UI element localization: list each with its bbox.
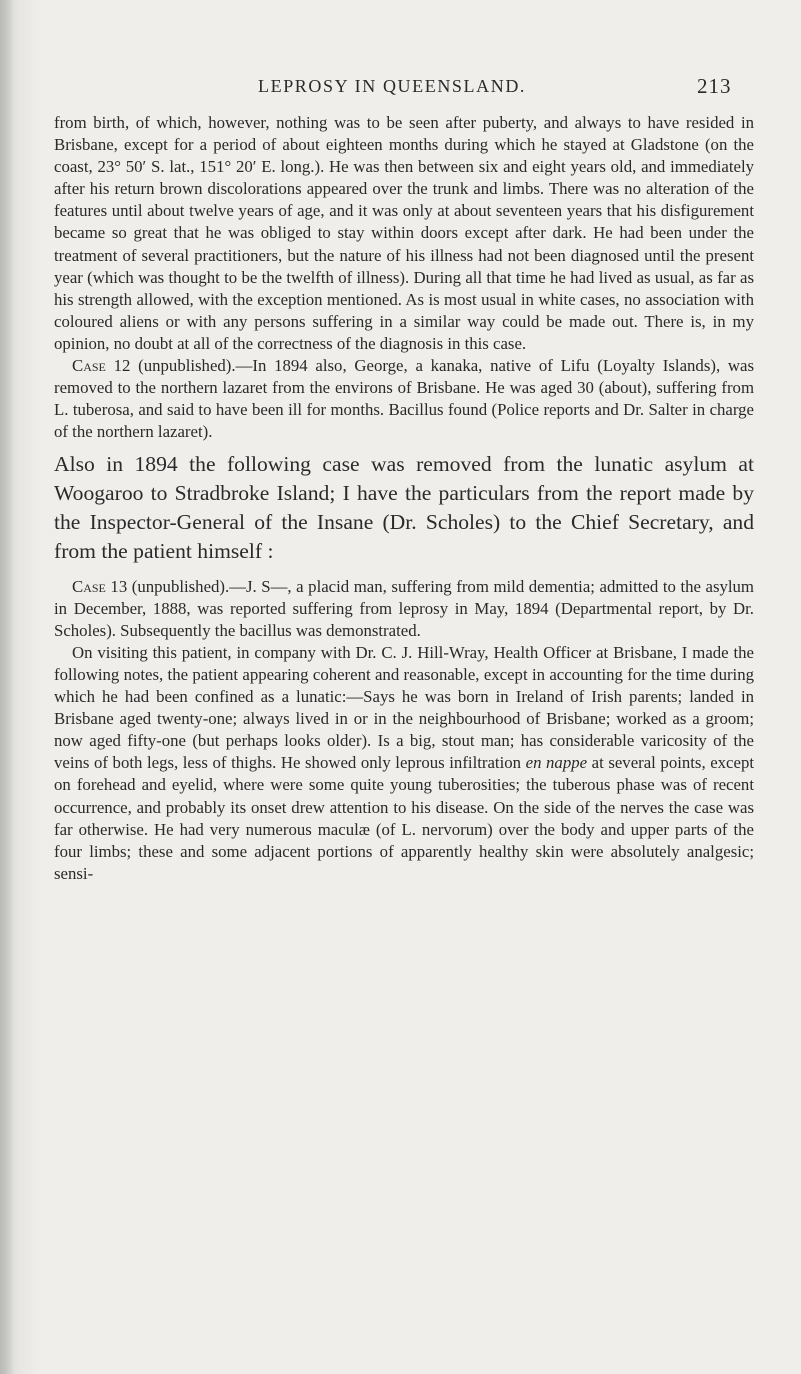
body-text [54,112,754,885]
visit-text-before: On visiting this patient, in company with Dr. C. J. Hill-Wray, Health Officer at Brisbane, I made the following notes, the patient appearing coherent and reasonable, except in accounting for the time during which he had been confined as a lunatic:—Says he was born in Ireland of Irish parents; landed in Brisbane aged twenty-one; always lived in or in the neighbourhood of Brisbane; worked as a groom; now aged fifty-one (but perhaps looks older). Is a big, stout man; has considerable varicosity of the veins of both legs, less of thighs. He showed only leprous infiltration [54,642,754,773]
case-13-text: (unpublished).—J. S—, a placid man, suffering from mild dementia; admitted to the asylum in December, 1888, was reported suffering from leprosy in May, 1894 (Departmental report, by Dr. Scholes). Subsequently the bacillus was demonstrated. [54,576,754,640]
paragraph-case-continuation: from birth, of which, however, nothing was to be seen after puberty, and always to have resided in Brisbane, except for a period of about eighteen months during which he stayed at Gladstone (on the coast, 23° 50′ S. lat., 151° 20′ E. long.). He was then between six and eight years old, and immediately after his return brown discolorations appeared over the trunk and limbs. There was no alteration of the features until about twelve years of age, and it was only at about seventeen years that his disfigurement became so great that he was obliged to stay within doors except after dark. He had been under the treatment of several practitioners, but the nature of his illness had not been diagnosed until the present year (which was thought to be the twelfth of illness). During all that time he had lived as usual, as far as his strength allowed, with the exception mentioned. As is most usual in white cases, no association with coloured aliens or with any persons suffering in a similar way could be made out. There is, in my opinion, no doubt at all of the correctness of the diagnosis in this case. [54,113,754,353]
paragraph-case-13 [54,576,754,642]
visit-italic-term: en nappe [525,753,588,773]
paragraph-case-12 [54,355,754,443]
case-12-text: (unpublished).—In 1894 also, George, a kanaka, native of Lifu (Loyalty Islands), was removed to the northern lazaret from the environs of Brisbane. He was aged 30 (about), suffering from L. tuberosa, and said to have been ill for months. Bacillus found (Police reports and Dr. Salter in charge of the northern lazaret). [54,356,754,442]
visit-text-after: at several points, except on forehead and eyelid, where were some quite young tuberosities; the tuberous phase was of recent occurrence, and probably its onset drew attention to his disease. On the side of the nerves the case was far otherwise. He had very numerous maculæ (of L. nervorum) over the body and upper parts of the four limbs; these and some adjacent portions of apparently healthy skin were absolutely analgesic; sensi- [54,753,755,883]
case-13-label: Case 13 [72,576,128,596]
running-title: LEPROSY IN QUEENSLAND. [258,76,527,96]
page-header [0,76,801,100]
page-gutter-shadow [0,0,14,1374]
case-12-label: Case 12 [72,356,131,376]
page-number: 213 [697,74,732,98]
paragraph-visit-notes [54,642,754,885]
paragraph-case-13-intro: Also in 1894 the following case was removed from the lunatic asylum at Woogaroo to Stradbroke Island; I have the particulars from the report made by the Inspector-General of the Insane (Dr. Scholes) to the Chief Secretary, and from the patient himself : [54,452,754,563]
